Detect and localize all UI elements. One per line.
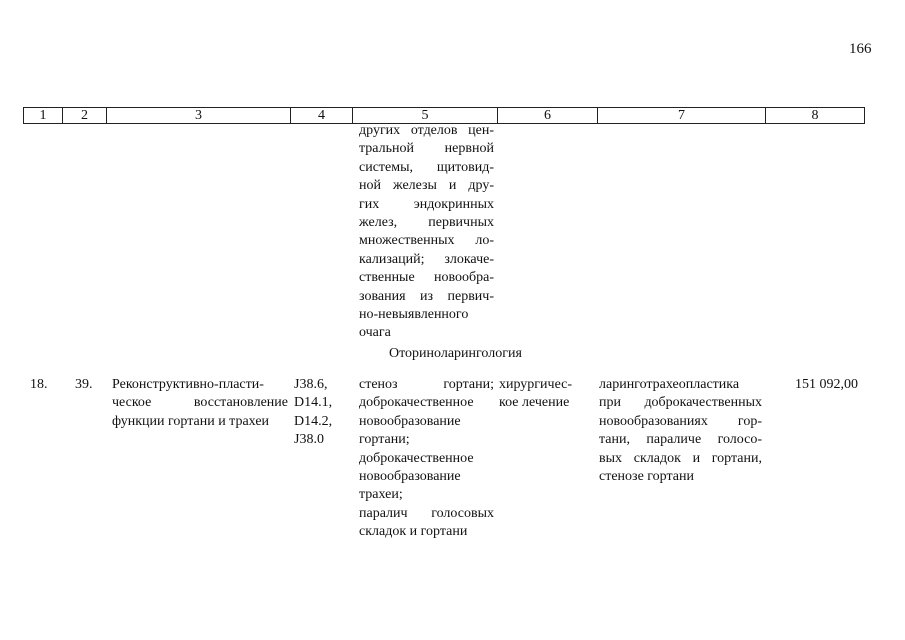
text-line: новообразование: [359, 468, 461, 484]
text-line: тральной нервной: [359, 141, 494, 157]
row-number: 18.: [30, 377, 48, 392]
text-line: других отделов цен-: [359, 123, 494, 138]
header-cell: 6: [498, 108, 598, 123]
header-cell: 4: [291, 108, 353, 123]
text-line: J38.0: [294, 432, 324, 448]
text-line: функции гортани и трахеи: [112, 413, 270, 429]
text-line: гортани;: [359, 432, 410, 448]
text-line: желез, первичных: [359, 214, 494, 230]
text-line: зования из первич-: [359, 288, 494, 304]
text-line: кализаций; злокаче-: [359, 251, 494, 267]
continuation-col5: [359, 122, 494, 343]
treatment-type: [499, 376, 579, 413]
header-cell: 7: [598, 108, 766, 123]
page-number: 166: [849, 41, 872, 57]
text-line: ной железы и дру-: [359, 178, 494, 194]
icd-codes: [294, 376, 349, 450]
text-line: стеноз гортани;: [359, 377, 494, 392]
header-cell: 1: [24, 108, 63, 123]
text-line: доброкачественное: [359, 395, 474, 411]
cost-value: 151 092,00: [795, 377, 858, 392]
text-line: при доброкачественных: [599, 395, 762, 411]
text-line: хирургичес-: [499, 377, 573, 392]
text-line: доброкачественное: [359, 450, 474, 466]
text-line: кое лечение: [499, 395, 570, 411]
treatment-method: [599, 376, 762, 486]
text-line: трахеи;: [359, 487, 403, 503]
section-title: Оториноларингология: [389, 346, 522, 361]
text-line: но-невыявленного: [359, 306, 469, 322]
text-line: ственные новообра-: [359, 270, 494, 286]
header-cell: 8: [811, 108, 819, 123]
header-cell: 2: [63, 108, 107, 123]
text-line: системы, щитовид-: [359, 159, 494, 175]
text-line: D14.1,: [294, 395, 333, 411]
text-line: J38.6,: [294, 377, 328, 392]
text-line: складок и гортани: [359, 524, 468, 540]
text-line: стенозе гортани: [599, 468, 694, 484]
text-line: очага: [359, 325, 391, 341]
header-cell: 3: [107, 108, 291, 123]
text-line: D14.2,: [294, 413, 333, 429]
diagnosis: [359, 376, 494, 542]
text-line: новообразованиях гор-: [599, 413, 762, 429]
text-line: ларинготрахеопластика: [599, 377, 740, 392]
text-line: вых складок и гортани,: [599, 450, 762, 466]
text-line: Реконструктивно-пласти-: [112, 377, 264, 392]
text-line: паралич голосовых: [359, 505, 494, 521]
text-line: тани, параличе голосо-: [599, 432, 762, 448]
treatment-name: [112, 376, 288, 431]
text-line: множественных ло-: [359, 233, 494, 249]
text-line: гих эндокринных: [359, 196, 494, 212]
text-line: новообразование: [359, 413, 461, 429]
text-line: ческое восстановление: [112, 395, 288, 411]
item-number: 39.: [75, 377, 93, 392]
header-cell: 5: [353, 108, 498, 123]
